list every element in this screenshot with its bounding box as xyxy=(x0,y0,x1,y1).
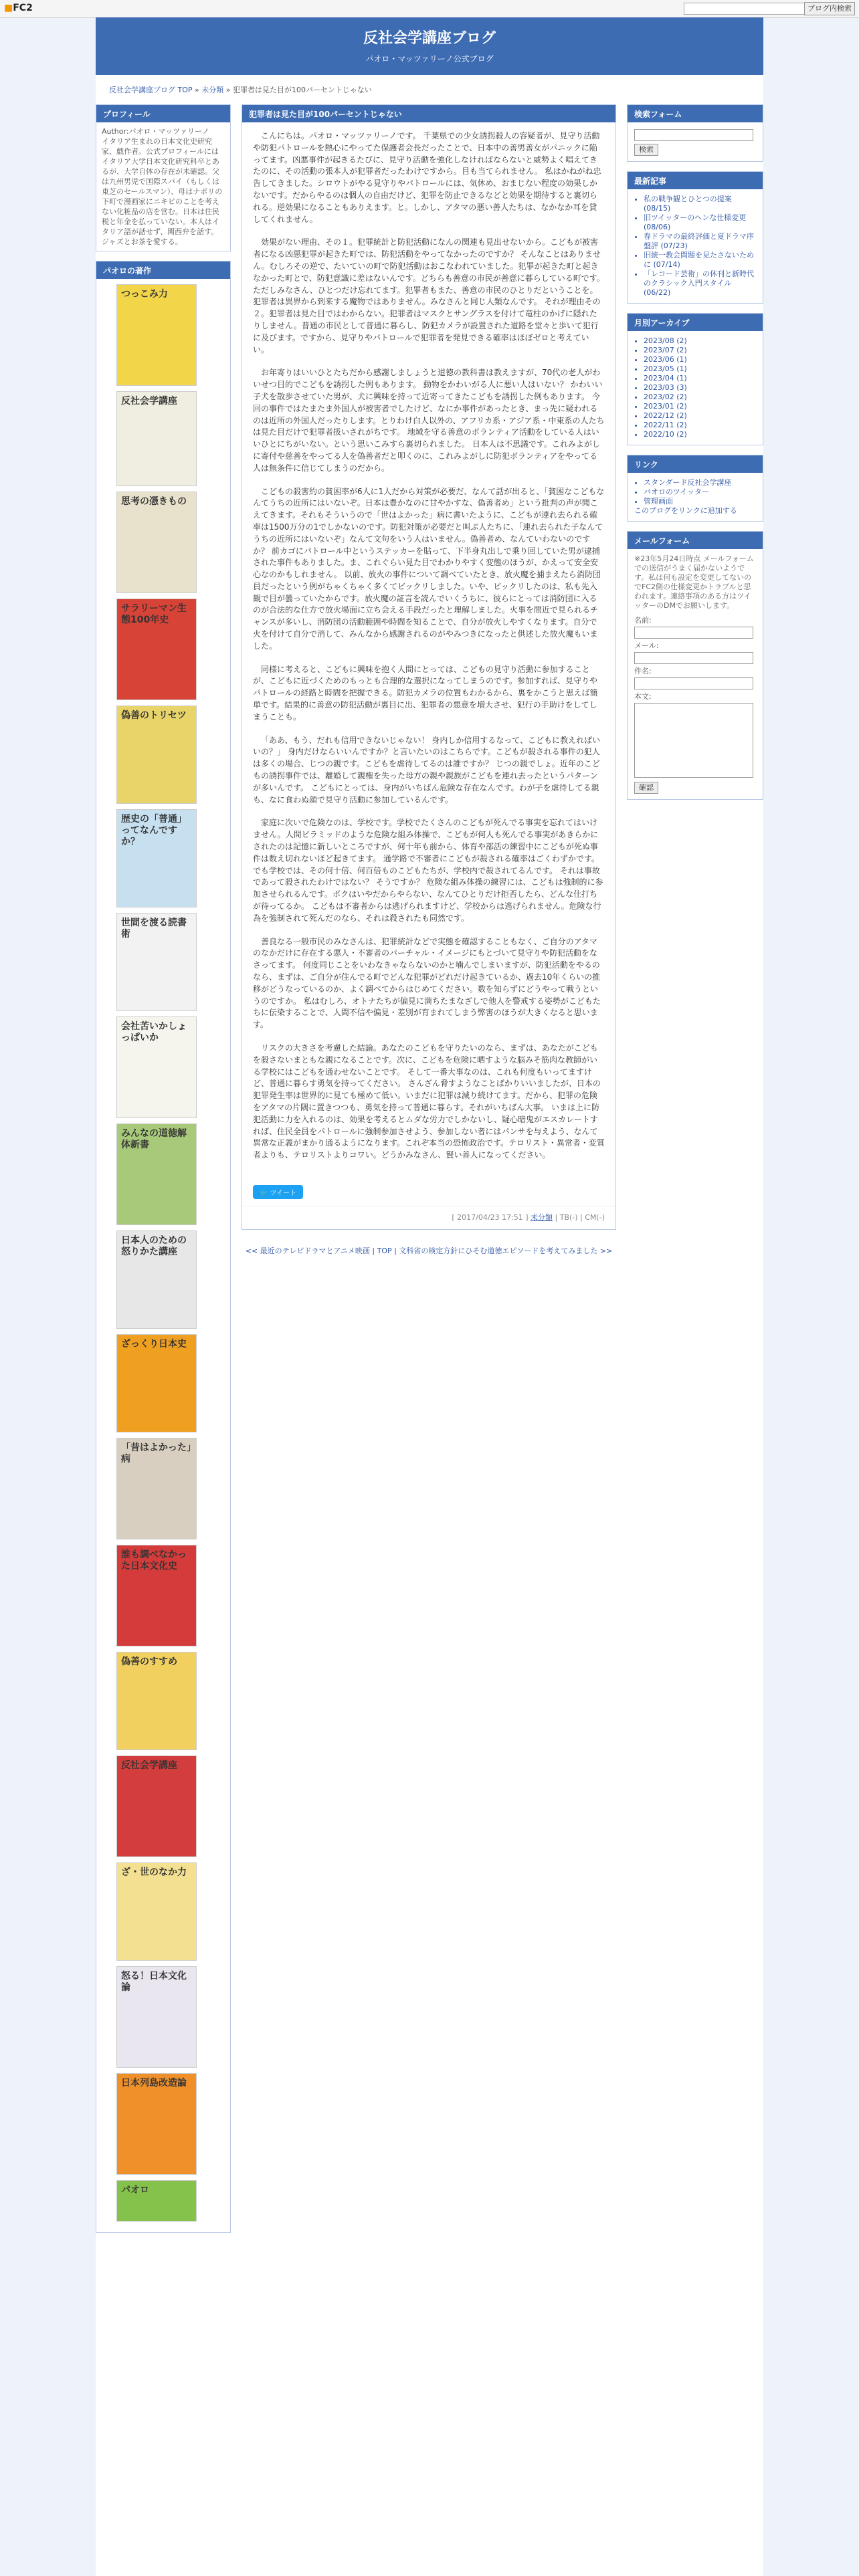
book-title: 思考の憑きもの xyxy=(121,496,187,507)
books-list xyxy=(96,279,230,2232)
breadcrumb-category-link[interactable]: 未分類 xyxy=(201,86,224,94)
blog-description: パオロ・マッツァリーノ公式ブログ xyxy=(365,54,494,64)
book-cover[interactable] xyxy=(116,1966,197,2068)
book-title: 反社会学講座 xyxy=(121,396,177,407)
archive-month-link[interactable]: • 2022/12 (2) xyxy=(644,411,756,421)
breadcrumb-current: 犯罪者は見た目が100パーセントじゃない xyxy=(232,86,372,94)
book-cover[interactable] xyxy=(116,1123,197,1225)
add-link-link[interactable]: このブログをリンクに追加する xyxy=(634,506,737,515)
books-box xyxy=(96,261,231,2233)
mail-subject-label: 件名: xyxy=(634,667,652,675)
mail-body-label: 本文: xyxy=(634,692,652,701)
book-title: 歴史の「普通」ってなんですか？ xyxy=(121,814,187,847)
entry-category-link[interactable]: 未分類 xyxy=(531,1212,553,1222)
entry-pager xyxy=(242,1246,616,1256)
book-cover[interactable] xyxy=(116,913,197,1011)
tweet-label: ツイート xyxy=(270,1189,297,1197)
mail-form-box xyxy=(627,531,763,800)
book-cover[interactable] xyxy=(116,1230,197,1329)
book-title: 日本人のための怒りかた講座 xyxy=(121,1235,187,1257)
entry-paragraph: こどもの殺害約の貧困率が6人に1人だから対策が必要だ、なんて話が出ると、「貧困なこどもなんてうちの近所にはいないぞ。日本は豊かなのに甘やかすな、偽善者め」という批判の声が聞こえてきます。それもそういうので「世はよかった」病に書いたように、こどもが連れ去られる確率は1500万分の1でしかないのです。防犯対策が必要だと叫ぶ人たちに、「連れ去られた子なんてうちの近所にはいないぞ」なんて文句をいう人はいません。偽善者め、なんていわないのですか？ 前カゴにパトロール中というステッカーを貼って、下半身丸出しで乗り回していた男が逮捕された事件もありました。ま、これぐらい見た目でわかりやすく変態のほうが、かえって安全安心なのかもしれません。 以前、放火の事件について調べていたとき、放火魔を捕まえたら消防団員だったという例がちゃくちゃく多くてビックリしました。いや、ビックリしたのは、私も先入観で目が曇っていたからです。放火魔の証言を読んでいくうちに、彼らにとっては消防団に入るのが合法的な仕方で放火場面に立ち会える手段だったと理解しました。火事を間近で見られるチャンスが多いし、消防団の活動範囲や時間を知ることで、自分が放火しやすくなります。自分で火を付けて自分で消して、みんなから感謝されるのがやみつきになったと供述した放火魔もいました。 xyxy=(253,486,605,651)
book-title: パオロ xyxy=(121,2185,149,2195)
book-cover[interactable] xyxy=(116,1862,197,1961)
links-list xyxy=(634,478,756,506)
book-cover[interactable] xyxy=(116,1016,197,1118)
book-title: ざ・世のなか力 xyxy=(121,1867,187,1878)
archive-month-link[interactable]: • 2023/08 (2) xyxy=(644,336,756,346)
entry-title[interactable]: 犯罪者は見た目が100パーセントじゃない xyxy=(242,105,615,122)
book-title: 怒る！日本文化論 xyxy=(121,1971,187,1993)
link-item[interactable]: • パオロのツイッター xyxy=(644,488,756,497)
links-heading: リンク xyxy=(628,455,763,473)
profile-text: Author:パオロ・マッツァリーノ イタリア生まれの日本文化史研究家、戯作者。公式プロフィールにはイタリア大学日本文化研究科卒とあるが、大学自体の存在が未確認。父は九州男児で国際スパイ（もしくは東芝のセールスマン）、母はナポリの下町で漫画家にニキビのことを考えない化粧品の店を営む。日本は住民税と年金を払っていない。本人はイタリア語が話せず、関西弁を話す。ジャズとお茶を愛する。 xyxy=(102,127,223,246)
search-button[interactable]: 検索 xyxy=(634,144,658,156)
entry-paragraph: 効果がない理由、その１。犯罪統計と防犯活動になんの関連も見出せないから。こどもが被害者になる凶悪犯罪が起きた町では、防犯活動をやってなかったのですか？ そんなことはありません。むしろその逆で、たいていの町で防犯活動はおこなわれていました。犯罪が起きた町と起きなかった町とで、防犯意識に差はないんです。どちらも善意の市民が善意に暮らしている町です。ただしみなさん、ひとつだけ忘れてます。犯罪者もまた、善意の市民のひとりだということを。犯罪者は異界から到来する魔物ではありません。みなさんと同じ人類なんです。 それが理由その２。犯罪者は見た目ではわからない。犯罪者はマスクとサングラスを付けて竜柱のかげに隠れたりしません。普通の市民として普通に暮らし、防犯カメラが設置された道路を堂々と歩いて犯行に及びます。ですから、見守りやパトロールで犯罪者を発見できる確率はほぼゼロと考えていい。 xyxy=(253,237,605,354)
archive-month-link[interactable]: • 2023/06 (1) xyxy=(644,355,756,364)
book-title: 偽善のすすめ xyxy=(121,1656,178,1667)
recent-posts-box xyxy=(627,171,763,304)
archive-month-link[interactable]: • 2022/10 (2) xyxy=(644,430,756,439)
book-cover[interactable] xyxy=(116,2073,197,2175)
search-input[interactable] xyxy=(634,129,753,141)
mail-subject-input[interactable] xyxy=(634,677,753,689)
tweet-button[interactable] xyxy=(253,1185,303,1199)
search-box xyxy=(627,104,763,162)
book-cover[interactable] xyxy=(116,2180,197,2222)
archive-month-link[interactable]: • 2023/04 (1) xyxy=(644,374,756,383)
twitter-bird-icon: 🐦 xyxy=(260,1189,270,1197)
mail-body-textarea[interactable] xyxy=(634,703,753,778)
fc2-logo-text: FC2 xyxy=(13,3,33,13)
recent-post-link[interactable]: • 私の戦争観とひとつの提案 (08/15) xyxy=(644,195,756,213)
archive-box xyxy=(627,313,763,445)
archive-list xyxy=(634,336,756,439)
entry-paragraph: こんにちは。パオロ・マッツァリーノです。 千葉県での少女誘拐殺人の容疑者が、見守り活動や防犯パトロールを熱心にやってた保護者会長だったことで、日本中の善男善女がパニックに陥ってます。凶悪事件が起きるたびに、見守り活動を強化しなければならないと威勢よく唱えてきたのに、その活動の張本人が犯罪者だったわけですから。目も当てられません。 私はかねがね忠告してきました。シロウトがやる見守りやパトロールには、気休め、おまじない程度の効果しかないです。だからやるのは個人の自由だけど、犯罪を防止できるなどと効果を期待すると裏切られる。逆効果になることもありえます。と。しかし、アタマの悪い善人たちは、なかなか耳を貸してくれません。 xyxy=(253,131,601,224)
entry-paragraph: 同様に考えると、こどもに興味を抱く人間にとっては、こどもの見守り活動に参加することが、こどもに近づくためのもっとも合理的な選択になってしまうのです。参加すれば、見守りやパトロールの経路と時間を把握できる。防犯カメラの位置もわかるから、裏をかこうと思えば簡単です。結果的に善意の防犯活動が裏目に出、犯罪者の悪意を増大させ、犯行の手助けをしてしまうことも。 xyxy=(253,664,598,722)
fc2-search-button[interactable]: ブログ内検索 xyxy=(804,2,855,15)
book-title: 反社会学講座 xyxy=(121,1760,177,1771)
book-cover[interactable] xyxy=(116,1438,197,1539)
mail-address-label: メール: xyxy=(634,641,659,650)
mail-confirm-button[interactable]: 確認 xyxy=(634,782,658,794)
top-link[interactable]: | TOP | xyxy=(369,1246,399,1255)
blog-entry xyxy=(242,104,616,1230)
link-item[interactable]: • スタンダード反社会学講座 xyxy=(644,478,756,488)
archive-heading: 月別アーカイブ xyxy=(628,314,763,331)
archive-month-link[interactable]: • 2023/03 (3) xyxy=(644,383,756,393)
recent-post-link[interactable]: • 「レコード芸術」の休刊と新時代のクラシック入門スタイル (06/22) xyxy=(644,270,756,298)
entry-paragraph: リスクの大きさを考慮した結論。あなたのこどもを守りたいのなら、まずは、あなたがこどもを殺さないまともな親になることです。次に、こどもを危険に晒すような脳みそ筋肉な教師がいる学校にはこどもを通わせないことです。 そして一番大事なのは、これも何度もいってますけど、普通に暮らす勇気を持ってください。 さんざん脅すようなことばかりいいましたが、日本の犯罪発生率は世界的に見ても極めて低い。いまだに犯罪は減り続けてます。だから、犯罪の危険をアタマの片隅に置きつつも、勇気を持って普通に暮らす。それがいちばん大事。 いまは上に防犯活動に力を入れるのは、効果を考えるとムダな労力でしかないし、疑心暗鬼がエスカレートすれば、住民全員をパトロールに強制参加させよう、参加しない者にはパンサを与えよう、なんて異常な正義がまかり通るようになります。これぞ本当の恐怖政治です。テロリスト・異常者・変質者よりも、テロリストよりコワい。どうかみなさん、賢い善人になってください。 xyxy=(253,1043,605,1160)
archive-month-link[interactable]: • 2022/11 (2) xyxy=(644,421,756,430)
book-cover[interactable] xyxy=(116,809,197,907)
book-cover[interactable] xyxy=(116,284,197,386)
book-cover[interactable] xyxy=(116,599,197,700)
entry-paragraph: お年寄りはいいひとたちだから感謝しましょうと道徳の教科書は教えますが、70代の老人がわいせつ目的でこどもを誘拐した例もあります。 動物をかわいがる人に悪い人はいない？ かわいい子犬を散歩させていた男が、犬に興味を持って近寄ってきたこどもを誘拐した例もあります。 今回の事件ではたまたま外国人が被害者でしたけど、なにか事件があったとき、まっ先に疑われるのは近所の外国人だったりします。とりわけ白人以外の、アフリカ系・アジア系・中東系の人たちは見た目だけで犯罪者扱いされがちです。 地域を守る善意のボランティア活動をしている人はいいひとにちがいない。という思いこみすら裏切られました。 日本人は不思議です。これみよがしに寄付や慈善をやってる人を偽善者だと叩くのに、これみよがしに防犯ボランティアをやってる人は無条件に信じてしまうのだから。 xyxy=(253,368,605,473)
link-item[interactable]: • 管理画面 xyxy=(644,497,756,506)
mail-form-note: ※23年5月24日時点 メールフォームでの送信がうまく届かないようです。私は何も設定を変更してないのでFC2側の仕様変更かトラブルと思われます。連絡事項のある方はツイッターのDMでお願いします。 xyxy=(634,554,754,610)
book-cover[interactable] xyxy=(116,706,197,804)
fc2-toolbar xyxy=(0,0,859,18)
book-cover[interactable] xyxy=(116,391,197,486)
book-title: つっこみ力 xyxy=(121,289,168,300)
book-title: みんなの道徳解体新書 xyxy=(121,1128,187,1150)
blog-header xyxy=(96,17,763,75)
fc2-search-input[interactable] xyxy=(684,3,819,15)
book-cover[interactable] xyxy=(116,1755,197,1857)
profile-heading: プロフィール xyxy=(96,105,230,122)
page-wrapper xyxy=(96,17,763,2576)
book-cover[interactable] xyxy=(116,1652,197,1750)
book-cover[interactable] xyxy=(116,492,197,593)
breadcrumb-home-link[interactable]: 反社会学講座ブログ TOP xyxy=(109,86,193,94)
recent-post-link[interactable]: • 春ドラマの最終評価と夏ドラマ序盤評 (07/23) xyxy=(644,232,756,251)
entry-tb-cm[interactable]: | TB(-) | CM(-) xyxy=(553,1212,605,1222)
book-title: 「昔はよかった」病 xyxy=(121,1442,191,1465)
breadcrumb-separator: » xyxy=(223,86,233,94)
entry-paragraph: 善良なる一般市民のみなさんは、犯罪統計などで実態を確認することもなく、ご自分のアタマのなかだけに存在する悪人・不審者のパーチャル・イメージにもとづいて見守りや防犯活動をなさってます。 何度同じことをいわなきゃならないのかと噛んでしまいますが、防犯活動をやるのなら、まずは、ご自分が住んでる町でどんな犯罪がどれだけ起きているか、過去10年くらいの推移がどうなっているのか、よく調べてからはじめてください。数を知らずにどうやって戦うというのですか。 私はむしろ、オトナたちが偏見に満ちたまなざしで他人を警戒する姿勢がこどもたちに伝染することで、人間不信や偏見・差別が育まれてしまう弊害のほうが大きくなると思います。 xyxy=(253,936,601,1030)
fc2-logo[interactable]: ■FC2 xyxy=(4,3,33,13)
book-cover[interactable] xyxy=(116,1334,197,1432)
archive-month-link[interactable]: • 2023/07 (2) xyxy=(644,346,756,355)
entry-footer xyxy=(242,1206,615,1229)
profile-box xyxy=(96,104,231,251)
breadcrumb xyxy=(109,84,372,95)
left-sidebar xyxy=(96,104,231,2242)
archive-month-link[interactable]: • 2023/05 (1) xyxy=(644,364,756,374)
archive-month-link[interactable]: • 2023/02 (2) xyxy=(644,393,756,402)
recent-post-link[interactable]: • 旧統一教会問題を見たさないために (07/14) xyxy=(644,251,756,270)
book-title: 誰も調べなかった日本文化史 xyxy=(121,1549,187,1572)
breadcrumb-separator: » xyxy=(192,86,202,94)
book-title: 会社苦いかしょっぱいか xyxy=(121,1021,187,1043)
links-box xyxy=(627,455,763,522)
entry-body xyxy=(242,122,615,1181)
main-content xyxy=(242,104,616,1256)
right-sidebar xyxy=(627,104,763,809)
recent-posts-list xyxy=(634,195,756,298)
mail-name-input[interactable] xyxy=(634,627,753,639)
search-heading: 検索フォーム xyxy=(628,105,763,122)
book-title: サラリーマン生態100年史 xyxy=(121,603,187,625)
entry-date: [ 2017/04/23 17:51 ] xyxy=(452,1212,531,1222)
mail-address-input[interactable] xyxy=(634,652,753,664)
mail-form-heading: メールフォーム xyxy=(628,532,763,549)
next-entry-link[interactable]: 文科省の検定方針にひそむ道徳エピソードを考えてみました >> xyxy=(399,1246,613,1255)
books-heading: パオロの著作 xyxy=(96,261,230,279)
book-title: 世間を渡る読書術 xyxy=(121,918,187,940)
prev-entry-link[interactable]: << 最近のテレビドラマとアニメ映画 xyxy=(245,1246,370,1255)
book-title: 偽善のトリセツ xyxy=(121,710,187,721)
archive-month-link[interactable]: • 2023/01 (2) xyxy=(644,402,756,411)
book-title: 日本列島改造論 xyxy=(121,2078,187,2088)
blog-title[interactable]: 反社会学講座ブログ xyxy=(363,30,496,47)
book-title: ざっくり日本史 xyxy=(121,1339,187,1350)
recent-posts-heading: 最新記事 xyxy=(628,172,763,189)
mail-name-label: 名前: xyxy=(634,616,652,625)
book-cover[interactable] xyxy=(116,1545,197,1646)
recent-post-link[interactable]: • 旧ツイッターのヘンな仕様変更 (08/06) xyxy=(644,213,756,232)
entry-paragraph: 「ああ、もう、だれも信用できないじゃない！ 身内しか信用するなって、こどもに教えればいいの？」 身内だけならいいんですか？と言いたいのはこちらです。こどもが殺される事件の犯人は多くの場合、じつの親です。こどもを虐待してるのは誰ですか？ じつの親でしょ。近年のこどもの誘拐事件では、離婚して親権を失った母方の親や親族がこどもを連れ去ったというパターンが多いんです。 こどもにとっては、身内がいちばん危険な存在なんです。わが子を虐待してる親も、なに食わぬ顔で見守り活動に参加しているんです。 xyxy=(253,735,601,804)
entry-paragraph: 家庭に次いで危険なのは、学校です。学校でたくさんのこどもが死んでる事実を忘れてはいけません。人間ピラミッドのような危険な組み体操で、こどもが何人も死んでる事実があきらかにされたのは記憶に新しいところですが、何十年も前から、体育や部活の練習中にこどもが死ぬ事件は数え切れないほど起きてます。 通学路で不審者にこどもが殺される確率はごくわずかです。でも学校では、その何十倍、何百倍ものこどもたちが、学校内で殺されてるんです。 それは事故であって殺されたわけではない？ そうですか？ 危険な組み体操の練習には、こどもは強制的に参加させられるんです。ボクはいやだからやらない、なんてひとりだけ拒否したら、どんな仕打ちが待ってるか。 こどもは不審者からは逃げられますけど、学校からは逃げられません。危険な行為を強制されて死んだのなら、それは殺されたも同然です。 xyxy=(253,818,603,923)
